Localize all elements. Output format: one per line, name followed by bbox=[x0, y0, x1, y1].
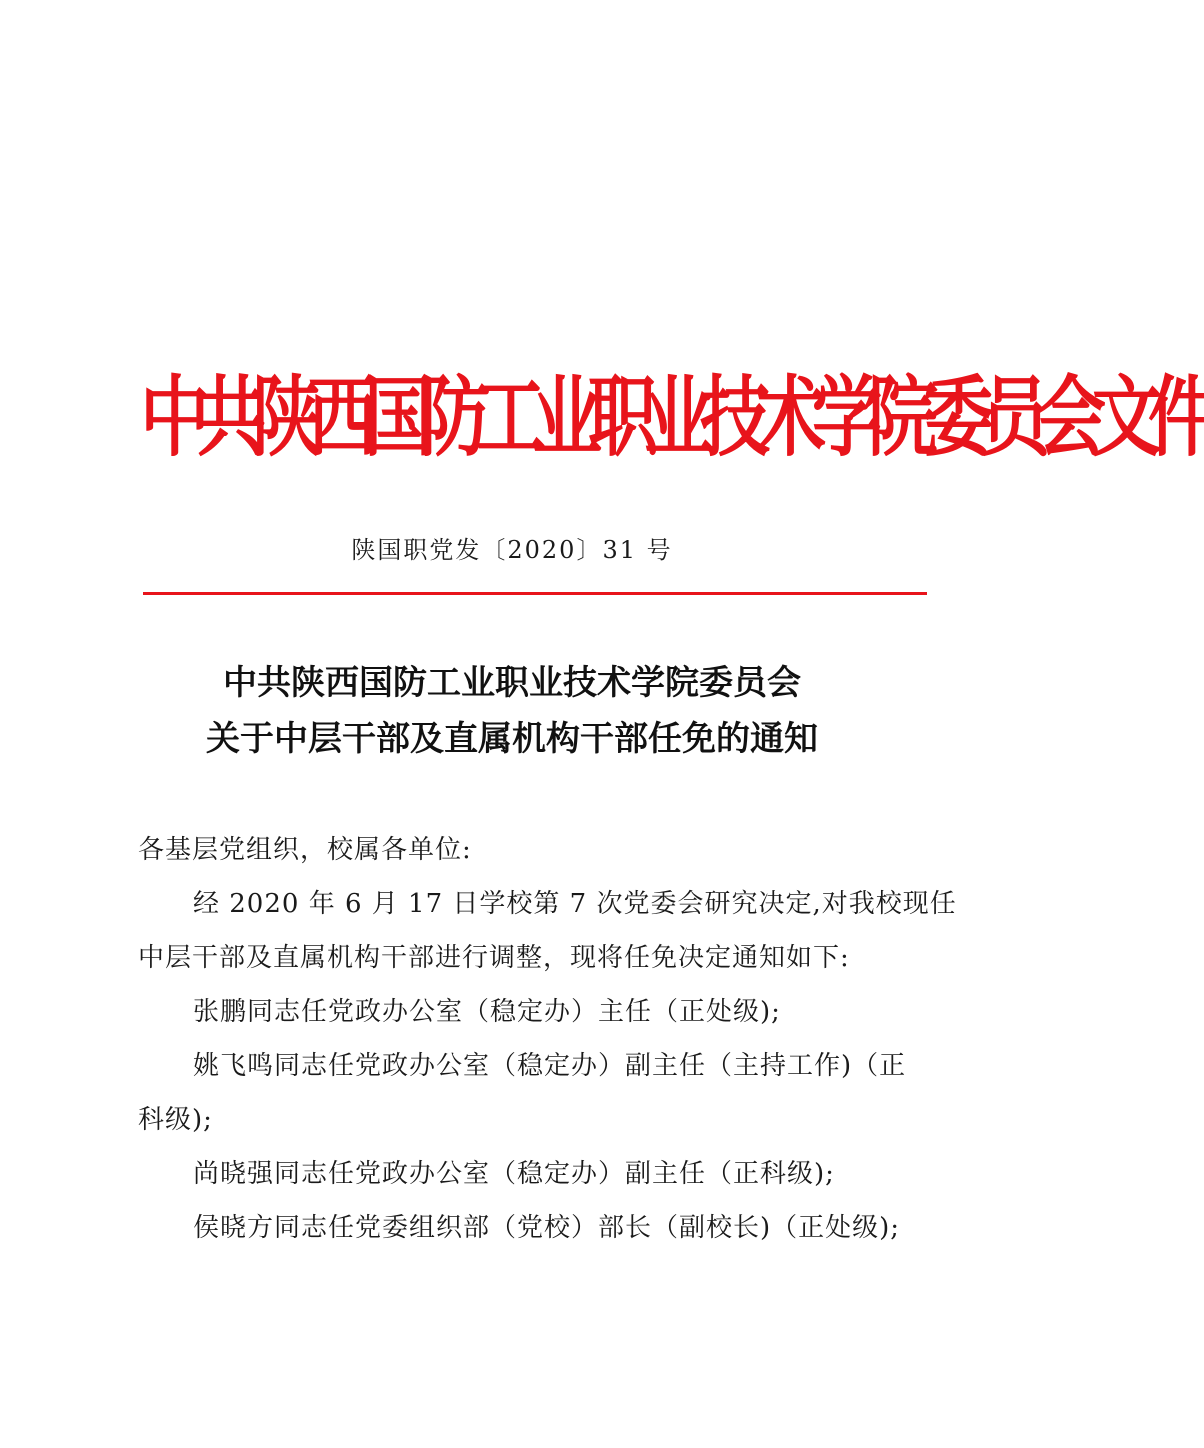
body-paragraph-line: 中层干部及直属机构干部进行调整，现将任免决定通知如下: bbox=[138, 943, 850, 973]
salutation: 各基层党组织，校属各单位: bbox=[138, 835, 472, 865]
document-title-line-2: 关于中层干部及直属机构干部任免的通知 bbox=[206, 719, 818, 759]
body-paragraph-line: 张鹏同志任党政办公室（稳定办）主任（正处级); bbox=[193, 997, 781, 1027]
body-paragraph-line: 侯晓方同志任党委组织部（党校）部长（副校长)（正处级); bbox=[193, 1213, 901, 1243]
body-paragraph-line: 尚晓强同志任党政办公室（稳定办）副主任（正科级); bbox=[193, 1159, 835, 1189]
document-number: 陕国职党发〔2020〕31 号 bbox=[351, 536, 673, 564]
body-paragraph-line: 姚飞鸣同志任党政办公室（稳定办）副主任（主持工作)（正 bbox=[193, 1051, 907, 1081]
body-paragraph-line: 科级); bbox=[138, 1105, 213, 1135]
body-paragraph-line: 经 2020 年 6 月 17 日学校第 7 次党委会研究决定,对我校现任 bbox=[193, 889, 957, 919]
issuer-banner: 中共陕西国防工业职业技术学院委员会文件 bbox=[140, 365, 1204, 469]
document-title-line-1: 中共陕西国防工业职业技术学院委员会 bbox=[223, 663, 801, 703]
red-divider bbox=[143, 592, 927, 595]
